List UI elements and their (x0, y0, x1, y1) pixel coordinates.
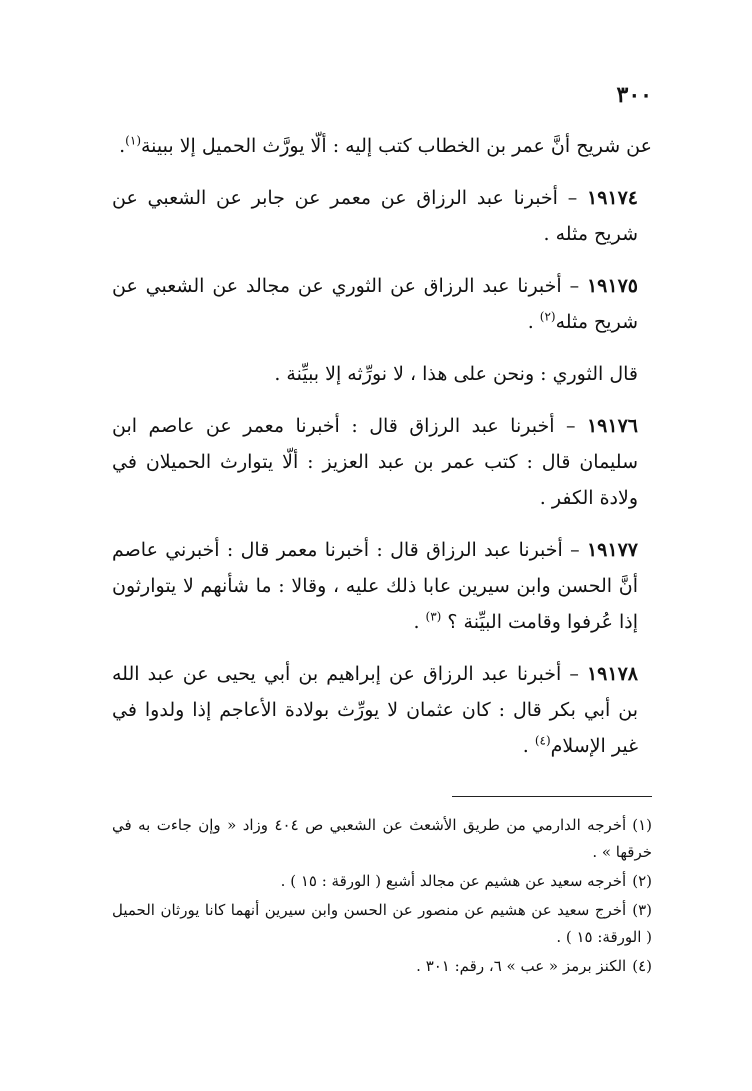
hadith-19177 (112, 532, 652, 640)
hadith-19178 (112, 656, 652, 764)
footnote-2 (112, 868, 652, 895)
footnote-number: (٤) (632, 957, 652, 975)
hadith-19174 (112, 180, 652, 252)
paragraph-text: – أخبرنا عبد الرزاق عن الثوري عن مجالد عن الشعبي عن شريح مثله (112, 275, 638, 333)
thawri-comment (112, 356, 652, 392)
footnote-number: (١) (632, 816, 652, 834)
hadith-19176 (112, 408, 652, 516)
footnote-number: (٢) (632, 872, 652, 890)
hadith-number: ١٩١٧٤ (586, 187, 639, 209)
paragraph-tail: . (522, 735, 529, 757)
footnote-3 (112, 897, 652, 951)
footnote-text: أخرجه الدارمي من طريق الأشعث عن الشعبي ص ٤٠٤ وزاد « وإن جاءت به في خرقها » . (112, 816, 652, 861)
paragraph-text: – أخبرنا عبد الرزاق عن إبراهيم بن أبي يحيى عن عبد الله بن أبي بكر قال : كان عثمان لا يورِّث بولادة الأعاجم إذا ولدوا في غير الإسلام (112, 663, 638, 757)
footnote-ref[interactable]: (١) (125, 133, 141, 148)
main-text (112, 128, 652, 780)
hadith-number: ١٩١٧٥ (586, 275, 638, 297)
paragraph-text: عن شريح أنَّ عمر بن الخطاب كتب إليه : ألّا يورَّث الحميل إلا ببينة (141, 135, 652, 157)
footnote-ref[interactable]: (٤) (534, 733, 551, 748)
paragraph-intro (112, 128, 652, 164)
footnote-text: الكنز برمز « عب » ٦، رقم: ٣٠١ . (416, 957, 627, 975)
hadith-number: ١٩١٧٧ (586, 539, 638, 561)
hadith-number: ١٩١٧٦ (586, 415, 638, 437)
footnote-text: أخرجه سعيد عن هشيم عن مجالد أشبع ( الورقة : ١٥ ) . (280, 872, 627, 890)
footnote-1 (112, 812, 652, 866)
paragraph-tail: . (527, 311, 534, 333)
footnote-ref[interactable]: (٢) (539, 309, 556, 324)
footnotes (112, 812, 652, 982)
footnote-text: أخرج سعيد عن هشيم عن منصور عن الحسن وابن سيرين أنهما كانا يورثان الحميل ( الورقة: ١٥ ) . (112, 901, 652, 946)
footnote-4 (112, 953, 652, 980)
paragraph-text: – أخبرنا عبد الرزاق قال : أخبرنا معمر قال : أخبرني عاصم أنَّ الحسن وابن سيرين عابا ذلك عليه ، وقالا : ما شأنهم لا يتوارثون إذا عُرفوا وقامت البيِّنة ؟ (112, 539, 638, 633)
paragraph-tail: . (413, 611, 420, 633)
paragraph-tail: . (119, 135, 126, 157)
footnote-number: (٣) (632, 901, 652, 919)
paragraph-text: – أخبرنا عبد الرزاق عن معمر عن جابر عن الشعبي عن شريح مثله . (112, 187, 638, 245)
paragraph-text: – أخبرنا عبد الرزاق قال : أخبرنا معمر عن عاصم ابن سليمان قال : كتب عمر بن عبد العزيز : ألّا يتوارث الحميلان في ولادة الكفر . (112, 415, 638, 509)
footnote-divider (452, 796, 652, 797)
hadith-number: ١٩١٧٨ (586, 663, 638, 685)
paragraph-text: قال الثوري : ونحن على هذا ، لا نورِّثه إلا ببيِّنة . (274, 363, 638, 385)
hadith-19175 (112, 268, 652, 340)
footnote-ref[interactable]: (٣) (425, 609, 442, 624)
page-number: ٣٠٠ (616, 82, 652, 108)
